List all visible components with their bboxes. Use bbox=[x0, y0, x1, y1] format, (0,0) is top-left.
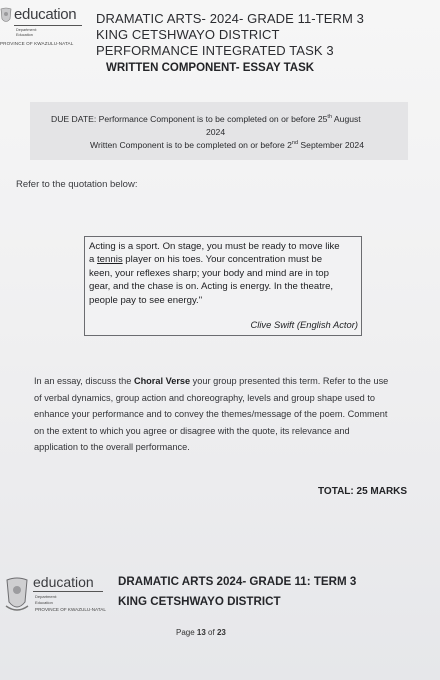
essay-instructions bbox=[34, 373, 422, 456]
footer-logo-underline bbox=[33, 591, 103, 592]
essay-line-3: enhance your performance and to convey the themes/message of the poem. Comment bbox=[34, 409, 388, 420]
footer-logo-education: Education bbox=[35, 600, 53, 605]
logo-underline bbox=[14, 25, 82, 26]
footer-logo-word: education bbox=[33, 574, 94, 590]
refer-instruction: Refer to the quotation below: bbox=[16, 179, 138, 190]
quote-line-2-prefix: a bbox=[89, 254, 98, 266]
quote-line-1: Acting is a sport. On stage, you must be ready to move like bbox=[89, 241, 340, 252]
quote-line-2: player on his toes. Your concentration must be bbox=[125, 254, 323, 266]
footer-title-line-2: KING CETSHWAYO DISTRICT bbox=[118, 595, 281, 608]
footer-logo-department: Department: bbox=[35, 594, 58, 599]
header-title-line-2: KING CETSHWAYO DISTRICT bbox=[96, 27, 280, 42]
due-line-2: 2024 bbox=[206, 127, 226, 137]
logo-department: Department: bbox=[16, 28, 37, 32]
footer-education-logo bbox=[0, 574, 110, 634]
quotation-box bbox=[84, 236, 362, 336]
header-subtitle: WRITTEN COMPONENT- ESSAY TASK bbox=[106, 62, 315, 74]
logo-education: Education bbox=[16, 33, 33, 37]
logo-word: education bbox=[14, 6, 77, 23]
total-marks: TOTAL: 25 MARKS bbox=[318, 486, 408, 497]
quote-line-3: keen, your reflexes sharp; your body and mind are in top bbox=[89, 267, 329, 279]
quote-line-5: people pay to see energy." bbox=[89, 294, 203, 306]
essay-line-1: In an essay, discuss the Choral Verse your group presented this term. Refer to the use bbox=[34, 376, 389, 386]
quote-line-4: gear, and the chase is on. Acting is energy. In the theatre, bbox=[89, 281, 334, 293]
kzn-crest-icon bbox=[0, 7, 12, 25]
footer-title-line-1: DRAMATIC ARTS 2024- GRADE 11: TERM 3 bbox=[118, 575, 357, 588]
page-number: Page 13 of 23 bbox=[176, 628, 226, 637]
due-line-1: DUE DATE: Performance Component is to be completed on or before 25th August bbox=[51, 114, 361, 124]
kzn-crest-icon bbox=[4, 576, 30, 614]
quote-attribution: Clive Swift (English Actor) bbox=[250, 319, 358, 330]
choral-verse-term: Choral Verse bbox=[133, 376, 191, 386]
footer-logo-province: PROVINCE OF KWAZULU-NATAL bbox=[35, 607, 106, 612]
underlined-word: tennis bbox=[97, 254, 123, 266]
essay-line-4: on the extent to which you agree or disagree with the quote, its relevance and bbox=[34, 425, 350, 436]
quotation-text bbox=[89, 240, 357, 307]
essay-line-2: of verbal dynamics, group action and choreography, levels and group shape used to bbox=[34, 392, 376, 403]
essay-line-5: application to the overall performance. bbox=[34, 442, 190, 453]
logo-province: PROVINCE OF KWAZULU-NATAL bbox=[0, 41, 74, 46]
header-title-line-3: PERFORMANCE INTEGRATED TASK 3 bbox=[96, 43, 334, 58]
due-line-3: Written Component is to be completed on or before 2nd September 2024 bbox=[90, 140, 364, 150]
header-title-line-1: DRAMATIC ARTS- 2024- GRADE 11-TERM 3 bbox=[96, 11, 364, 26]
due-date-box bbox=[30, 102, 408, 160]
